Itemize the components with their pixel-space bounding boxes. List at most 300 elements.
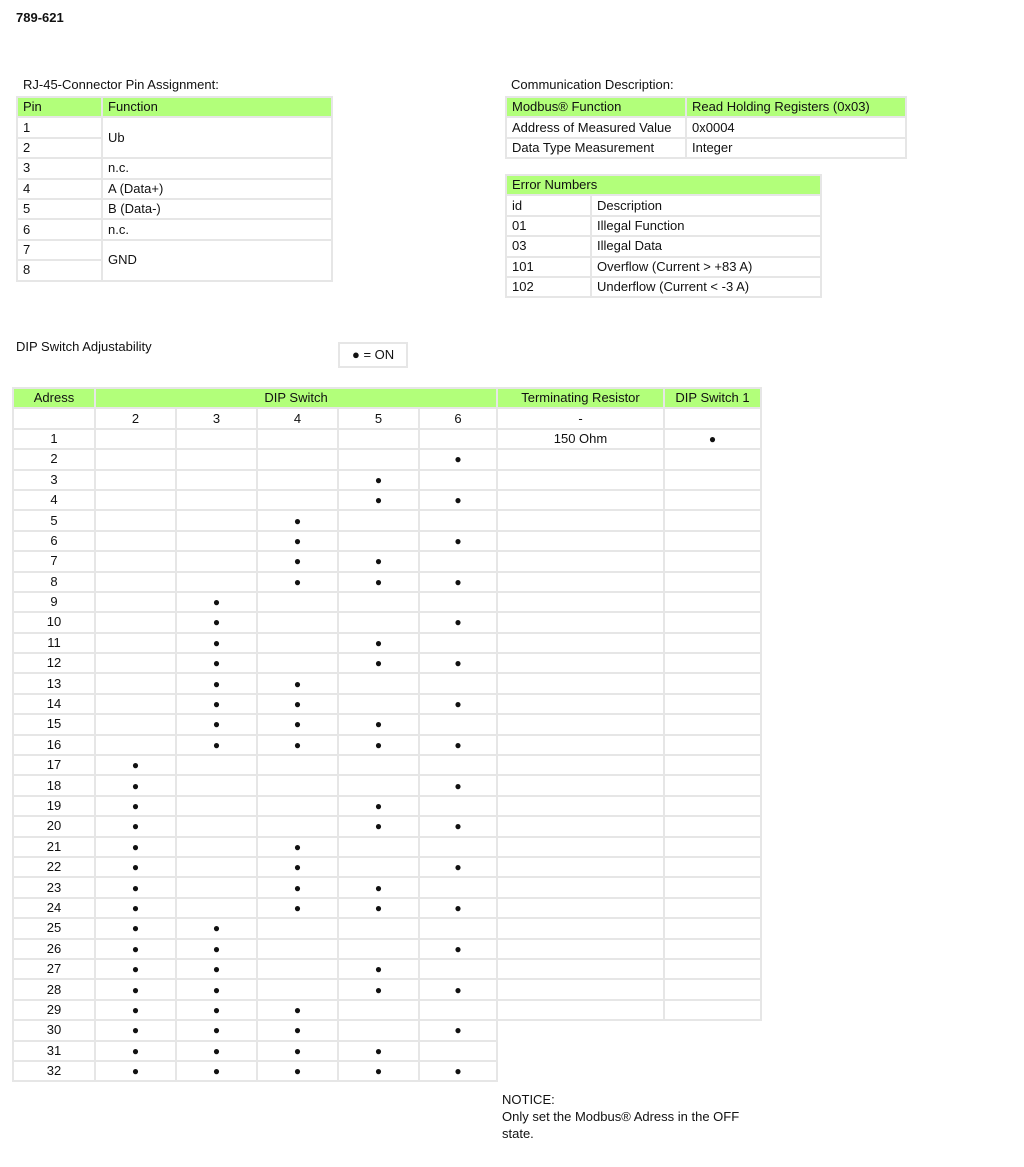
dip-cell: [95, 470, 176, 490]
empty-cell: [664, 918, 761, 938]
empty-cell: [664, 775, 761, 795]
table-row: [17, 240, 332, 260]
on-dot: ●: [374, 554, 383, 569]
dip-cell: [257, 449, 338, 469]
table-row: [13, 429, 497, 449]
dip-cell: [95, 1020, 176, 1040]
dip-cell: [95, 653, 176, 673]
dip-cell: [176, 775, 257, 795]
table-row: [497, 735, 761, 755]
dip-cell: [338, 592, 419, 612]
address-value: 22: [13, 857, 95, 877]
table-row: [506, 236, 821, 256]
empty-cell: [497, 551, 664, 571]
dip-cell: [257, 775, 338, 795]
dip-cell: [95, 857, 176, 877]
dip-cell: [176, 490, 257, 510]
on-dot: ●: [212, 717, 221, 732]
on-dot: ●: [131, 1043, 140, 1058]
dip-cell: [338, 857, 419, 877]
address-value: 3: [13, 470, 95, 490]
table-row: [497, 612, 761, 632]
dip-cell: [419, 510, 497, 530]
address-value: 2: [13, 449, 95, 469]
dip-cell: [338, 653, 419, 673]
on-dot: ●: [212, 982, 221, 997]
dip-cell: [95, 837, 176, 857]
on-dot: ●: [212, 1064, 221, 1079]
table-row: [17, 117, 332, 137]
dip-cell: [338, 898, 419, 918]
table-row: [13, 898, 497, 918]
on-dot: ●: [293, 900, 302, 915]
on-dot: ●: [212, 1043, 221, 1058]
dip-cell: [176, 633, 257, 653]
dip-cell: [257, 857, 338, 877]
dip-cell: [95, 572, 176, 592]
table-row: [497, 572, 761, 592]
on-dot: ●: [212, 656, 221, 671]
on-dot: ●: [454, 737, 462, 752]
error-description: Overflow (Current > +83 A): [591, 257, 821, 277]
table-row: [497, 837, 761, 857]
address-value: 27: [13, 959, 95, 979]
table-row: [13, 775, 497, 795]
table-row: [13, 673, 497, 693]
address-value: 30: [13, 1020, 95, 1040]
dip-cell: [419, 775, 497, 795]
dip-switch-header: DIP Switch: [95, 388, 497, 408]
dip-cell: [257, 572, 338, 592]
pin-number: 3: [17, 158, 102, 178]
pin-header: Pin: [17, 97, 102, 117]
comm-table: [505, 96, 907, 159]
dip-cell: [257, 551, 338, 571]
dip-cell: [176, 796, 257, 816]
dip-cell: [257, 694, 338, 714]
dip-cell: [176, 714, 257, 734]
dip-cell: [257, 939, 338, 959]
address-blank-cell: [13, 408, 95, 428]
dip-cell: [419, 918, 497, 938]
empty-cell: [497, 755, 664, 775]
notice-text: Only set the Modbus® Adress in the OFF state.: [502, 1109, 740, 1141]
on-dot: ●: [131, 860, 140, 875]
address-value: 14: [13, 694, 95, 714]
on-dot: ●: [454, 533, 462, 548]
dip-cell: [95, 755, 176, 775]
on-dot: ●: [454, 819, 462, 834]
dip-cell: [176, 510, 257, 530]
table-row: [497, 1000, 761, 1020]
table-row: [13, 490, 497, 510]
empty-cell: [664, 979, 761, 999]
on-dot: ●: [454, 1023, 462, 1038]
dip-cell: [338, 735, 419, 755]
dip-cell: [176, 449, 257, 469]
pin-number: 6: [17, 219, 102, 239]
pin-number: 2: [17, 138, 102, 158]
empty-cell: [664, 837, 761, 857]
dip-cell: [338, 775, 419, 795]
dip-cell: [95, 490, 176, 510]
on-dot: ●: [454, 452, 462, 467]
table-row: [13, 612, 497, 632]
dip-cell: [176, 877, 257, 897]
on-dot: ●: [374, 1043, 383, 1058]
table-row: [17, 179, 332, 199]
empty-cell: [664, 653, 761, 673]
dip-cell: [419, 653, 497, 673]
dip-cell: [95, 551, 176, 571]
error-description: Underflow (Current < -3 A): [591, 277, 821, 297]
address-value: 15: [13, 714, 95, 734]
pin-number: 5: [17, 199, 102, 219]
empty-cell: [664, 694, 761, 714]
dip-cell: [95, 979, 176, 999]
on-dot: ●: [374, 737, 383, 752]
pin-function: GND: [102, 240, 332, 281]
dip-cell: [176, 735, 257, 755]
on-dot: ●: [454, 574, 462, 589]
dip-cell: [257, 1000, 338, 1020]
address-value: 32: [13, 1061, 95, 1081]
address-value: 6: [13, 531, 95, 551]
on-dot: ●: [131, 982, 140, 997]
empty-cell: [497, 796, 664, 816]
dip-cell: [176, 612, 257, 632]
on-dot: ●: [293, 676, 302, 691]
dip-cell: [419, 572, 497, 592]
empty-cell: [497, 470, 664, 490]
switch-number-3: 3: [176, 408, 257, 428]
empty-cell: [664, 510, 761, 530]
dip-cell: [176, 592, 257, 612]
dip-cell: [95, 939, 176, 959]
address-value: 9: [13, 592, 95, 612]
table-row: [17, 158, 332, 178]
table-row: [13, 531, 497, 551]
table-row: [13, 837, 497, 857]
terminating-resistor-value: 150 Ohm: [497, 429, 664, 449]
empty-cell: [664, 449, 761, 469]
empty-cell: [497, 898, 664, 918]
dip-cell: [419, 816, 497, 836]
error-id: 101: [506, 257, 591, 277]
dip-cell: [419, 449, 497, 469]
dip-cell: [419, 857, 497, 877]
dip-cell: [257, 959, 338, 979]
table-row: [13, 1000, 497, 1020]
dip-cell: [95, 1061, 176, 1081]
dip-cell: [176, 918, 257, 938]
on-dot: ●: [131, 758, 140, 773]
dip-cell: [95, 1000, 176, 1020]
on-dot: ●: [212, 697, 221, 712]
dip-cell: [419, 694, 497, 714]
dip-cell: [419, 939, 497, 959]
terminating-resistor-table: [496, 387, 762, 1021]
dip-cell: [176, 959, 257, 979]
table-row: [497, 979, 761, 999]
address-value: 29: [13, 1000, 95, 1020]
dip-cell: [338, 673, 419, 693]
table-row: [497, 470, 761, 490]
dip-cell: [95, 633, 176, 653]
on-dot: ●: [374, 574, 383, 589]
dip-cell: [257, 653, 338, 673]
document-id: 789-621: [16, 10, 64, 25]
dip-cell: [419, 979, 497, 999]
dip-cell: [338, 755, 419, 775]
dip-cell: [95, 959, 176, 979]
switch-number-5: 5: [338, 408, 419, 428]
on-dot: ●: [454, 493, 462, 508]
dip-cell: [176, 837, 257, 857]
dip-cell: [257, 735, 338, 755]
empty-cell: [664, 490, 761, 510]
dip-cell: [257, 755, 338, 775]
empty-cell: [497, 939, 664, 959]
dip-cell: [419, 1061, 497, 1081]
on-dot: ●: [374, 635, 383, 650]
empty-cell: [497, 572, 664, 592]
empty-cell: [497, 714, 664, 734]
dip-cell: [176, 939, 257, 959]
dip-cell: [95, 612, 176, 632]
dip-cell: [95, 816, 176, 836]
dip-cell: [338, 959, 419, 979]
dip-cell: [419, 470, 497, 490]
on-dot: ●: [293, 513, 302, 528]
dip-cell: [419, 673, 497, 693]
address-header: Adress: [13, 388, 95, 408]
empty-cell: [497, 959, 664, 979]
dip-cell: [95, 531, 176, 551]
table-row: [497, 918, 761, 938]
on-dot: ●: [212, 1023, 221, 1038]
empty-cell: [664, 735, 761, 755]
table-row: [497, 714, 761, 734]
comm-label: Data Type Measurement: [506, 138, 686, 158]
dip-cell: [419, 531, 497, 551]
table-row: [13, 877, 497, 897]
dip-cell: [338, 572, 419, 592]
dip-cell: [338, 449, 419, 469]
empty-cell: [664, 714, 761, 734]
address-value: 26: [13, 939, 95, 959]
dip-cell: [95, 673, 176, 693]
dip-cell: [338, 429, 419, 449]
empty-cell: [497, 633, 664, 653]
empty-cell: [497, 816, 664, 836]
comm-label: Address of Measured Value: [506, 117, 686, 137]
modbus-function-label: Modbus® Function: [506, 97, 686, 117]
on-dot: ●: [454, 697, 462, 712]
empty-cell: [497, 877, 664, 897]
pin-function: n.c.: [102, 219, 332, 239]
table-row: [497, 755, 761, 775]
on-dot: ●: [374, 982, 383, 997]
switch-number-row: [13, 408, 497, 428]
empty-cell: [664, 816, 761, 836]
address-value: 25: [13, 918, 95, 938]
dip-cell: [95, 1041, 176, 1061]
on-dot: ●: [131, 1064, 140, 1079]
dip-cell: [176, 470, 257, 490]
dip-cell: [176, 694, 257, 714]
dip-cell: [419, 1041, 497, 1061]
dip-cell: [257, 877, 338, 897]
error-id: id: [506, 195, 591, 215]
dip-cell: [419, 837, 497, 857]
error-table-title: Error Numbers: [506, 175, 821, 195]
dip-switch-1-value: [664, 429, 761, 449]
on-dot: ●: [293, 860, 302, 875]
table-row: [497, 551, 761, 571]
table-row: [13, 653, 497, 673]
dip-cell: [95, 918, 176, 938]
dip-cell: [176, 1020, 257, 1040]
dip-cell: [257, 673, 338, 693]
empty-cell: [497, 592, 664, 612]
on-legend: ● = ON: [338, 342, 408, 368]
terminating-resistor-value: -: [497, 408, 664, 428]
dip-cell: [257, 796, 338, 816]
on-dot: ●: [293, 533, 302, 548]
table-row: [13, 959, 497, 979]
table-row: [13, 1061, 497, 1081]
on-dot: ●: [212, 615, 221, 630]
table-row: [13, 1041, 497, 1061]
dip-cell: [419, 1020, 497, 1040]
address-value: 21: [13, 837, 95, 857]
table-row: [497, 633, 761, 653]
dip-cell: [338, 633, 419, 653]
address-value: 18: [13, 775, 95, 795]
dip-cell: [176, 1041, 257, 1061]
on-dot: ●: [293, 1064, 302, 1079]
on-dot: ●: [131, 962, 140, 977]
dip-cell: [257, 918, 338, 938]
address-value: 19: [13, 796, 95, 816]
empty-cell: [664, 531, 761, 551]
empty-cell: [497, 735, 664, 755]
table-row: [13, 633, 497, 653]
dip-switch-1-value: [664, 408, 761, 428]
dip-cell: [257, 714, 338, 734]
dip-cell: [338, 837, 419, 857]
on-dot: ●: [374, 472, 383, 487]
dip-switch-1-header: DIP Switch 1: [664, 388, 761, 408]
on-dot: ●: [374, 717, 383, 732]
dip-cell: [176, 1061, 257, 1081]
dip-cell: [257, 490, 338, 510]
address-value: 10: [13, 612, 95, 632]
dip-cell: [176, 531, 257, 551]
address-value: 8: [13, 572, 95, 592]
empty-cell: [497, 449, 664, 469]
dip-cell: [338, 612, 419, 632]
dip-cell: [95, 735, 176, 755]
address-value: 4: [13, 490, 95, 510]
table-row: [506, 257, 821, 277]
pin-number: 8: [17, 260, 102, 280]
dip-cell: [176, 673, 257, 693]
on-dot: ●: [293, 554, 302, 569]
table-row: [497, 939, 761, 959]
on-dot: ●: [131, 900, 140, 915]
dip-cell: [419, 429, 497, 449]
dip-cell: [257, 470, 338, 490]
table-row: [506, 277, 821, 297]
table-row: [13, 572, 497, 592]
pin-number: 1: [17, 117, 102, 137]
address-value: 13: [13, 673, 95, 693]
table-row: [13, 857, 497, 877]
on-dot: ●: [374, 900, 383, 915]
table-row: [17, 219, 332, 239]
on-dot: ●: [131, 1002, 140, 1017]
on-dot: ●: [374, 493, 383, 508]
dip-cell: [338, 1000, 419, 1020]
dip-cell: [176, 979, 257, 999]
dip-title: DIP Switch Adjustability: [16, 339, 152, 354]
pin-table-title: RJ-45-Connector Pin Assignment:: [23, 77, 219, 92]
switch-number-6: 6: [419, 408, 497, 428]
dip-cell: [95, 592, 176, 612]
dip-cell: [338, 490, 419, 510]
address-value: 11: [13, 633, 95, 653]
on-dot: ●: [131, 778, 140, 793]
table-row: [497, 531, 761, 551]
on-dot: ●: [212, 921, 221, 936]
on-dot: ●: [454, 656, 462, 671]
dip-cell: [419, 633, 497, 653]
dip-cell: [419, 592, 497, 612]
on-dot: ●: [131, 799, 140, 813]
table-row: [497, 673, 761, 693]
table-row: [13, 551, 497, 571]
on-dot: ●: [293, 697, 302, 712]
empty-cell: [664, 796, 761, 816]
comm-value: Integer: [686, 138, 906, 158]
table-row: [13, 755, 497, 775]
empty-cell: [664, 755, 761, 775]
address-value: 17: [13, 755, 95, 775]
comm-table-title: Communication Description:: [511, 77, 674, 92]
dip-cell: [338, 531, 419, 551]
dip-cell: [257, 1020, 338, 1040]
on-dot: ●: [454, 1064, 462, 1079]
on-dot: ●: [293, 574, 302, 589]
dip-cell: [419, 898, 497, 918]
table-row: [13, 592, 497, 612]
on-dot: ●: [293, 1002, 302, 1017]
empty-cell: [497, 979, 664, 999]
on-dot: ●: [131, 941, 140, 956]
switch-number-4: 4: [257, 408, 338, 428]
on-dot: ●: [131, 880, 140, 895]
empty-cell: [497, 775, 664, 795]
dip-cell: [338, 470, 419, 490]
on-dot: ●: [454, 615, 462, 630]
dip-cell: [95, 449, 176, 469]
empty-cell: [664, 877, 761, 897]
on-dot: ●: [212, 962, 221, 977]
error-description: Illegal Function: [591, 216, 821, 236]
table-row: [497, 408, 761, 428]
